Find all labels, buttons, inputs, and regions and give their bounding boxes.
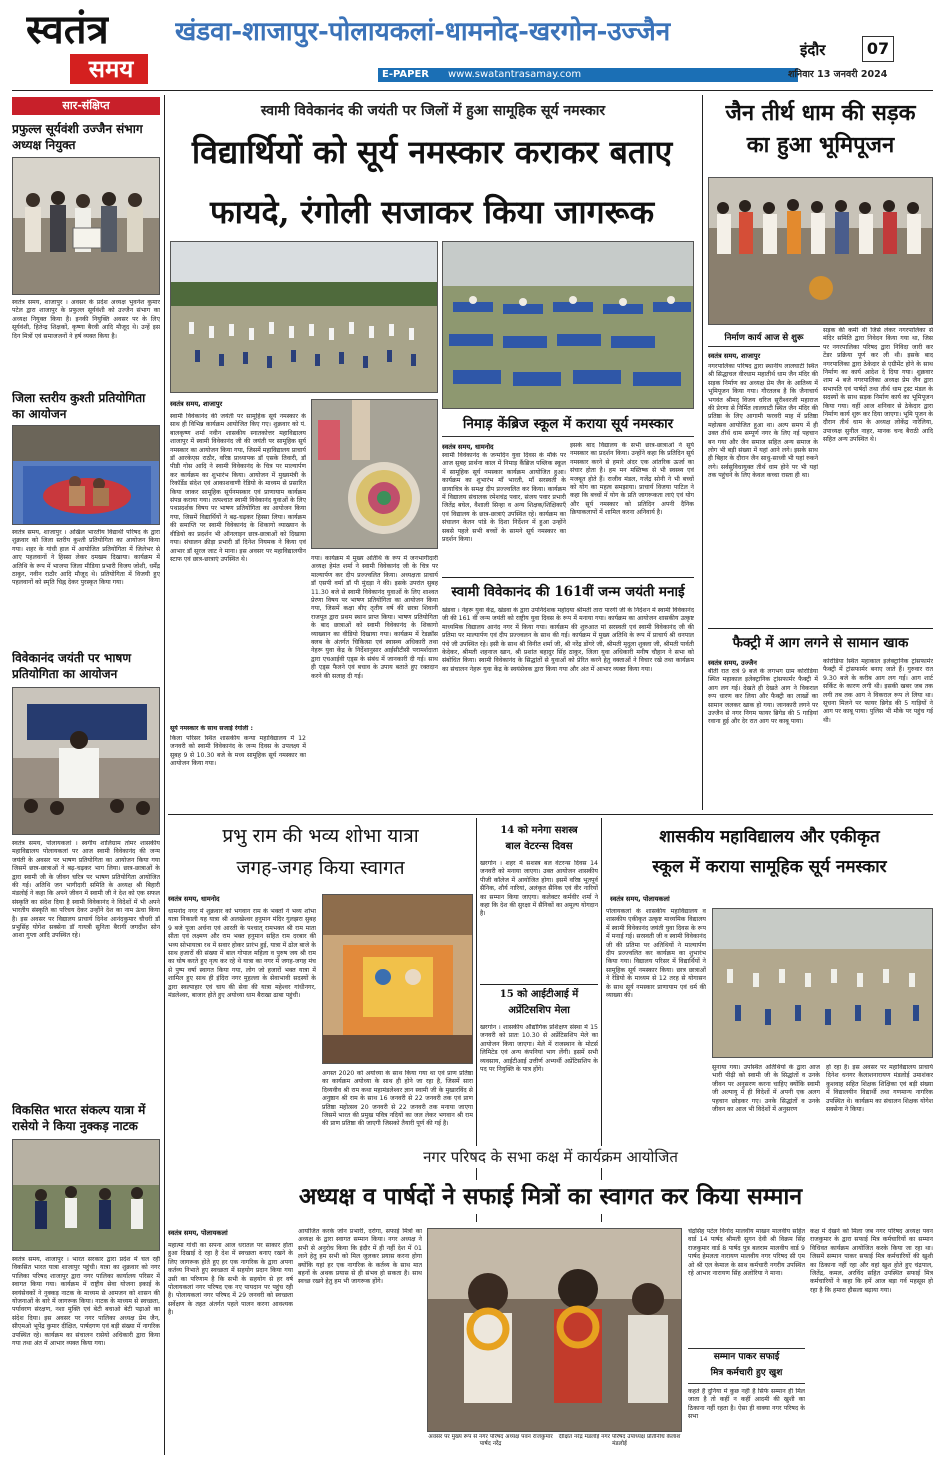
main-story xyxy=(168,95,696,810)
ram-col1: धामनोद नगर में शुक्रवार को भगवान राम के भक्तों ने भव्य शोभा यात्रा निकाली यह यात्रा श्री अलखेश्वर हनुमान मंदिर गुलझरा सुबह 9 बजे पूजा अर्चना एवं आरती के पश्चात् रामभक्त श्री राम माता सीता एवं लक्ष्मण और राम भक्त हनुमान सहित राम दरबार की भव्य सोभायात्रा रथ में सवार होकर प्रारंभ हुई, यात्रा में ढोल बाजे के साथ हजारों की संख्या में बाल गोपाल महिला व पुरुष जय श्री राम का घोष करते हुए नृत्य कर रहे थे यात्रा का नगर में जगह-जगह मंच से पुष्प वर्षा स्वागत किया गया, लोग जो हजारों भक्त यात्रा में शामिल हुए साथ ही इंदिरा नगर मुहल्ला के सेवाभावी सदस्यों के द्वारा स्वल्पाहार एवं चाय की सेवा की यात्रा महेश्वर गांधीनगर, मंडलेश्वर, बाजार होते हुए अयोध्या धाम बैराखा ढाबा पहुंची। xyxy=(168,908,316,1000)
main-story-col1b-title: सूर्य नमस्कार के साथ सजाई रंगोली : xyxy=(170,725,253,732)
sidebar-divider xyxy=(164,95,165,1455)
jain-headline-1: जैन तीर्थ धाम की सड़क xyxy=(725,100,916,126)
college-headline-1: शासकीय महाविद्यालय और एकीकृत xyxy=(659,827,880,847)
main-right-divider xyxy=(702,95,703,810)
logo-bottom: समय xyxy=(88,54,134,83)
bottom-col1: महात्मा गांधी का सपना आज धरातल पर साकार होता हुआ दिखाई दे रहा है देश में स्वच्छता बनाए रखने के लिए जागरूक होते हुए हर एक नागरिक के द्वारा अपना कर्तव्य निभाते हुए स्वच्छता में सहयोग प्रदान किया गया उसी का परिणाम है कि सभी के सहयोग से हर वर्ष पोलायकलां नगर परिषद एक नए पायदान पर पहुंच रही है। पोलायकलां नगर परिषद में 29 जनवरी को स्वच्छता सर्वेक्षण के तहत अंतर्गत पहले पालन करना आवश्यक है। xyxy=(168,1242,293,1317)
sidebar-story1-title: प्रफुल्ल सूर्यवंशी उज्जैन संभाग अध्यक्ष नियुक्त xyxy=(12,122,143,152)
sidebar-story4-body: स्वतंत्र समय, शाजापुर । भारत सरकार द्वारा प्रदेश में चल रही विकसित भारत यात्रा शाजापुर पहुंची। यात्रा का शुक्रवार को नगर पालिका परिषद शाजापुर द्वारा नगर पालिका कार्यालय परिसर में स्वागत किया गया। कार्यक्रम में राष्ट्रीय सेवा योजना इकाई के स्वयंसेवकों ने नुक्कड़ नाटक के माध्यम से आमजन को शासन की योजनाओं के बारे में जागरूक किया। नाटक के माध्यम से स्वच्छता, पर्यावरण संरक्षण, नशा मुक्ति एवं बेटी बचाओ बेटी पढ़ाओ का संदेश दिया। इस अवसर पर नगर पालिका अध्यक्ष प्रेम जैन, सीएमओ भूपेंद्र कुमार दीक्षित, पार्षदगण एवं बड़ी संख्या में नागरिक उपस्थित रहे। कार्यक्रम का संचालन रासेयो अधिकारी द्वारा किया गया तथा अंत में आभार व्यक्त किया गया। xyxy=(12,1256,160,1348)
logo xyxy=(12,6,162,88)
masthead xyxy=(0,0,945,95)
ram-byline: स्वतंत्र समय, धामनोद xyxy=(168,895,220,903)
mela-body: खरगोन । शासकीय औद्योगिक प्रशिक्षण संस्था में 15 जनवरी को प्रातः 10.30 से अप्रेंटिसशिप मेले का आयोजन किया जाएगा। मेले में राजस्थान के मोटर्स लिमिटेड एवं अन्य कंपनियां भाग लेंगी। इसमें सभी व्यवसाय, आईटीआई उत्तीर्ण अभ्यर्थी अप्रेंटिसशिप के पद पर नियुक्ति के पात्र होंगे। xyxy=(480,1024,598,1074)
main-story-col2: गया। कार्यक्रम में मुख्य अतिथि के रूप में जनभागीदारी अध्यक्ष हेमंत शर्मा ने स्वामी विवेकानंद जी के चित्र पर माल्यार्पण कर दीप प्रज्ज्वलित किया। अध्यक्षता प्राचार्य डॉ एसपी वर्मा डॉ पी मुंदड़ा ने की। इसके उपरांत सुबह 11.30 बजे से स्वामी विवेकानंद युवाओं के लिए शाश्वत प्रेरणा विषय पर भाषण प्रतियोगिता का आयोजन किया गया, जिसमें कक्षा बीए तृतीय वर्ष की छात्रा शिवानी राजपूत द्वारा प्रथम स्थान प्राप्त किया। भाषण प्रतियोगिता के बाद छात्राओं को स्वामी विवेकानंद के शिकागो व्याख्यान का वीडियो दिखाया गया। कार्यक्रम में रेडक्रॉस क्लब के अंतर्गत चिकित्सा एवं स्वास्थ्य अधिकारी तथा नेहरू युवा केंद्र के निर्देशानुसार आईसीटीसी परामर्शदाता द्वारा एचआईवी एड्स के संबंध में जानकारी दी गई। साथ ही एड्स फैलने एवं बचाव के उपाय बताते हुए रक्तदान करने की सलाह दी गई। xyxy=(311,555,438,680)
website-link[interactable]: www.swatantrasamay.com xyxy=(448,69,582,80)
yoga-field-photo xyxy=(170,241,438,393)
logo-top: स्वतंत्र xyxy=(26,6,109,53)
nimad-headline: निमाड़ केंब्रिज स्कूल में कराया सूर्य नमस्कार xyxy=(462,416,674,432)
sidebar-story4-photo xyxy=(12,1139,160,1251)
nimad-col1: स्वामी विवेकानंद के जन्मदिन युवा दिवस के मौके पर आज सुबह प्रार्थना काल में निमाड़ कैंब्रिज पब्लिक स्कूल में सामूहिक सूर्य नमस्कार कार्यक्रम आयोजित हुआ। कार्यक्रम का शुभारंभ माँ भारती, माँ सरस्वती के छायाचित्र के समक्ष दीप प्रज्ज्वलित कर किया। कार्यक्रम में विद्यालय संचालक रमेशचंद्र पवार, संजय पवार प्रभारी जितेंद्र बघेल, वैशाली सिन्हा व अन्य शिक्षक/शिक्षिकाएँ एवं विद्यालय के छात्र-छात्राएं उपस्थित रहे। कार्यक्रम का संचालन केतन पांडे के दिशा निर्देशन में हुआ उन्होंने सबसे पहले सभी बच्चों के सामने सूर्य नमस्कार का प्रदर्शन किया। xyxy=(442,452,566,544)
photo-caption-1: अवसर पर मुख्य रूप से नगर परिषद अध्यक्ष पवन राजकुमार पार्षद नरेंद्र xyxy=(428,1434,553,1448)
bottom-headline: अध्यक्ष व पार्षदों ने सफाई मित्रों का स्वागत कर किया सम्मान xyxy=(168,1180,933,1214)
fire-story xyxy=(708,630,933,810)
bottom-col3: चंद्रसिंह पटेल विनोद मालवीय माखन मालवीय सहित वार्ड 14 पार्षद श्रीमती सुगन देवी श्री विक्रम सिंह राजकुमार वार्ड 8 पार्षद पुत्र बलराम मालवीय वार्ड 9 पार्षद हेमलता नारायण मालवीय नगर परिषद सी एम ओ श्री एल केमाल के साथ कर्मचारी नगरीय उपस्थित रहे आभार नारायण सिंह अलोरिया ने माना। xyxy=(688,1228,805,1278)
ram-col2: अगस्त 2020 को अयोध्या के साथ किया गया था एवं प्राण प्रतिष्ठा का कार्यक्रम अयोध्या के साथ ही होने जा रहा है, जिसमें सारा दिव्यवीव श्री राम कथा महामंडलेश्वर ज्ञान स्वामी जी के मुखारविंद से अनुष्ठान श्री राम के साथ 16 जनवरी से 22 जनवरी तक एवं प्राण प्रतिष्ठा महोत्सव 20 जनवरी से 22 जनवरी तक मनाया जाएगा जिसमें भारत की प्रमुख पवित्र नदियों का जल लेकर भगवान श्री राम की प्राण प्रतिष्ठा की जाएगी जिसको तैयारी पूर्ण की गई है। xyxy=(322,1070,473,1128)
vivekananda-headline: स्वामी विवेकानंद की 161वीं जन्म जयंती मनाई xyxy=(451,584,685,600)
jain-story xyxy=(708,95,933,625)
page-date: शनिवार 13 जनवरी 2024 xyxy=(788,69,888,80)
sanitation-workers-photo xyxy=(427,1228,682,1432)
students-yoga-mat-photo xyxy=(442,241,694,409)
jain-col2: सड़क की कमी थी जिसे लेकर नगरपालिका से मंदिर समिति द्वारा निवेदन किया गया था, जिस पर नगरपालिका परिषद द्वारा निविदा जारी कर टेंडर प्रक्रिया पूर्ण कर ली थी। इसके बाद नगरपालिका द्वारा ठेकेदार से एग्रीमेंट होने के साथ निर्माण का कार्य आदेश दे दिया गया। शुक्रवार शाम 4 बजे नगरपालिका अध्यक्ष प्रेम जैन द्वारा सभापति एवं पार्षदों तथा तीर्थ धाम ट्रस्ट मंडल के सदस्यों के साथ सड़क निर्माण कार्य का भूमिपूजन किया गया। वहीं आज शनिवार से ठेकेदार द्वारा निर्माण कार्य शुरू कर दिया जाएगा। भूमि पूजन के दौरान तीर्थ धाम के अध्यक्ष लोकेंद्र नारेलिया, उपाध्यक्ष सुनील नाहर, मानक चन्द बैराठी आदि सहित अन्य उपस्थित थे। xyxy=(823,327,933,444)
sidebar-story3-photo xyxy=(12,687,160,835)
veterans-headline-2: बाल वेटरन्स दिवस xyxy=(505,841,573,852)
epaper-bar xyxy=(378,68,798,82)
jain-byline: स्वतंत्र समय, शाजापुर xyxy=(708,352,761,360)
sidebar-story2-photo xyxy=(12,425,160,525)
college-col3: हो रहा है। इस अवसर पर महाविद्यालय प्राचार्य दिनेश धनगर कैलाशनारायण मंडलोई उमाशंकर कुशवाह सहित शिक्षक शिक्षिका एवं बड़ी संख्या में विद्यालयीन विद्यार्थी तथा गणमान्य नागरिक उपस्थित थे। कार्यक्रम का संचालन शिक्षक योगेश सक्सेना ने किया। xyxy=(826,1064,933,1114)
vivekananda-divider xyxy=(442,577,694,578)
fire-byline: स्वतंत्र समय, उज्जैन xyxy=(708,659,757,667)
jain-subhead: निर्माण कार्य आज से शुरू xyxy=(724,333,804,343)
veterans-body: खरगोन । शहर में सशस्त्र बल वेटरन्स दिवस 14 जनवरी को मनाया जाएगा। उक्त आयोजन शासकीय पीजी कॉलेज में आयोजित होगा। इसमें वरिष्ठ भूतपूर्व सैनिक, शौर्य नारियां, अलंकृत सैनिक एवं वीर नारियों का सम्मान किया जाएगा। कलेक्टर कर्मवीर शर्मा ने कहा कि देश की सुरक्षा में सैनिकों का अमूल्य योगदान है। xyxy=(480,860,598,918)
sidebar-story1-body: स्वतंत्र समय, शाजापुर । अवसर के प्रदेश अध्यक्ष भुवनेश कुमार पटेल द्वारा शाजापुर के प्रफुल्ल सूर्यवंशी को उज्जैन संभाग का अध्यक्ष नियुक्त किया है। इनकी नियुक्ति अवसर पर के लिए सूर्यवंशी, हितेन्द्र शिक्षकों, कृष्णा बैरवी आदि मौजूद थे। उन्हें इस दिन मित्रों एवं समाजजनों ने हर्ष व्यक्त किया है। xyxy=(12,299,160,340)
ram-headline-1: प्रभु राम की भव्य शोभा यात्रा xyxy=(222,825,419,847)
mela-divider xyxy=(480,984,598,985)
epaper-label: E-PAPER xyxy=(382,69,429,80)
main-story-col1: स्वामी विवेकानंद की जयंती पर सामूहिक सूर्य नमस्कार के साथ ही विभिन्न कार्यक्रम आयोजित किए गए। शुक्रवार को पं. बालकृष्ण शर्मा नवीन शासकीय स्नातकोत्तर महाविद्यालय शाजापुर में स्वामी विवेकानंद जी की जयंती पर सामूहिक सूर्य नमस्कार का आयोजन किया गया, जिसमें महाविद्यालय प्राचार्य डॉ आरकेएस राठौर, वरिष्ठ प्राध्यापक डॉ एसके तिवारी, डॉ पीडी गोस आदि ने स्वामी विवेकानंद के चित्र पर माल्यार्पण कर कार्यक्रम का शुभारंभ किया। आयोजन में मुख्यमंत्री के रिकॉर्डेड संदेश एवं आकाशवाणी रेडियो के माध्यम से प्रसारित किया जाकर सामूहिक सूर्यनमस्कार एवं प्राणायाम कार्यक्रम संपन्न कराया गया। तत्पश्चात स्वामी विवेकानंद युवाओं के लिए पथप्रदर्शक विषय पर भाषण प्रतियोगिता का आयोजन किया गया, जिसमें विद्यार्थियों ने बढ़-चढ़कर हिस्सा लिया। कार्यक्रम की समाप्ति पर स्वामी विवेकानंद के शिकागो व्याख्यान के वीडियो का प्रदर्शन भी ऑनलाइन छात्र-छात्राओं को दिखाया गया। संचालन क्रीड़ा प्रभारी डॉ दिनेश नियमक ने किया एवं आभार डॉ सूरज जाट ने माना। इस अवसर पर महाविद्यालयीन स्टाफ एवं छात्र-छात्राएं उपस्थित थे। xyxy=(170,413,306,563)
bottom-col4: कक्ष में देखने को मिला जब नगर परिषद अध्यक्ष पवन राजकुमार के द्वारा सफाई मित्र कर्मचारियों का सम्मान विधिवत कार्यक्रम आयोजित करके किया जा रहा था। जिसमें सम्मान पाकर सफाई मित्र कर्मचारियों की खुशी का ठिकाना नहीं रहा और वहां खुश होते हुए चंद्रपाल, जितेंद्र, कमल, अरविंद सहित उपस्थित सफाई मित्र कर्मचारियों ने कहा कि हमें आज बड़ा गर्व महसूस हो रहा है कि हमारा हौसला बढ़ाया गया। xyxy=(810,1228,933,1294)
college-headline-2: स्कूल में कराया सामूहिक सूर्य नमस्कार xyxy=(652,857,887,877)
bottom-kicker: नगर परिषद के सभा कक्ष में कार्यक्रम आयोजित xyxy=(168,1146,933,1168)
fire-col1: बीती रात रात्रे 9 बजे के लगभग ग्राम कोरोडिया स्थित महाकाल इलेक्ट्रानिक ट्रांसफार्मर फैक्ट्री में आग लग गई। देखते ही देखते आग ने विकराल रूप धारण कर लिया और फैक्ट्री का लाखों का सामान जलकर खाक हो गया। जानकारी लगने पर उज्जैन से नगर निगम फायर ब्रिगेड की 5 गाड़ियां रवाना हुई और देर रात आग पर काबू पाया। xyxy=(708,668,818,726)
main-story-headline-1: विद्यार्थियों को सूर्य नमस्कार कराकर बताए xyxy=(191,133,673,171)
bottom-subhead-2: मित्र कर्मचारी हुए खुश xyxy=(710,1368,783,1378)
photo-caption-2: दीक्षित नरेंद्र मंडलोई नगर परिषद उपाध्यक्ष प्रतिनिधि कैलाश मंडलोई xyxy=(558,1434,681,1448)
masthead-divider xyxy=(12,90,933,91)
page-number: 07 xyxy=(862,36,894,62)
jain-bhoomipujan-photo xyxy=(708,177,933,325)
sidebar-story3-title: विवेकानंद जयंती पर भाषण प्रतियोगिता का आयोजन xyxy=(12,651,132,681)
jain-headline-2: का हुआ भूमिपूजन xyxy=(746,132,895,158)
bottom-col3b: कहते हैं दुनिया में कुछ नहीं है सिर्फ सम्मान ही मिल जाता है तो कहीं न कहीं आदमी की खुशी का ठिकाना नहीं रहता है। ऐसा ही वाक्या नगर परिषद के सभा xyxy=(688,1388,805,1421)
veterans-headline-1: 14 को मनेगा सशस्त्र xyxy=(500,825,578,836)
fire-divider xyxy=(708,628,933,629)
sidebar-story3-body: स्वतंत्र समय, पोलायकलां । स्वर्गीय शालिग्राम तोमर शासकीय महाविद्यालय पोलायकलां पर आज स्वामी विवेकानंद की जन्म जयंती के अवसर पर भाषण प्रतियोगिता का आयोजन किया गया जिसमें छात्र-छात्राओं ने बढ़-चढ़कर भाग लिया। छात्र-छात्राओं के द्वारा स्वामी जी के जीवन चरित्र पर भाषण प्रतियोगिता आयोजित की गई। अतिथि जन भागीदारी समिति के अध्यक्ष श्री बिहारी मंडलोई ने कहा कि अपने जीवन में स्वामी जी ने देश को एक सफल संस्कृति का संदेश दिया है स्वामी विवेकानंद ने विदेशों में भी अपने भारतीय संस्कृति का परिचय देकर उन्होंने देश का नाम ऊंचा किया है। इस अवसर पर विद्यालय प्राचार्य दिनेश आनंदकुमार चौधरी डॉ प्रभुसिंह योगेश सक्सेना डॉ गायत्री सुनिता बैरागी जगदीश सोन आशा गुप्ता आदि उपस्थित रहे। xyxy=(12,840,160,940)
sidebar-header-text: सार-संक्षिप्त xyxy=(62,99,110,112)
sidebar-story2-title: जिला स्तरीय कुश्ती प्रतियोगिता का आयोजन xyxy=(12,391,146,421)
fire-headline: फैक्ट्री में आग लगने से सामान खाक xyxy=(732,635,909,651)
sidebar-story1-photo xyxy=(12,157,160,295)
college-yoga-photo xyxy=(712,908,933,1058)
bottom-subhead-1: सम्मान पाकर सफाई xyxy=(713,1352,780,1362)
mela-headline-1: 15 को आईटीआई में xyxy=(499,989,579,1000)
edition-city: इंदौर xyxy=(800,41,826,59)
sidebar-story4-title: विकसित भारत संकल्प यात्रा में रासेयो ने किया नुक्कड़ नाटक xyxy=(12,1103,146,1133)
nimad-byline: स्वतंत्र समय, धामनोद xyxy=(442,443,494,451)
jain-col1: नगरपालिका परिषद द्वारा स्थानीय लालघाटी स्थित श्री सिद्धाचल वीरधाम महातीर्थ धाम जैन मंदिर की सड़क निर्माण का अध्यक्ष प्रेम जैन के आतिथ्य में भूमिपूजन किया गया। गौरतलब है कि जैनाचार्य भगवंत श्रीमद् विजय धरिज सूरीश्वरजी महाराज की प्रेरणा से निर्मित लालघाटी स्थित जैन मंदिर की प्रतिष्ठा के लिए आगामी फरवरी माह में प्रतिष्ठा महोत्सव आयोजित हुआ था। अल्प समय में ही उक्त तीर्थ धाम सम्पूर्ण नगर के लिए नई पहचान बन गया और जैन समाज सहित अन्य समाज के लोग भी बड़ी संख्या में यहां आने लगे। इसके साथ ही बिहार के दौरान जैन साधु-साध्वी भी यहां रुकने लगे। सर्वसुविधायुक्त तीर्थ धाम होने पर भी यहां तक पहुंचने के लिए केवल कच्चा रास्ता ही था। xyxy=(708,363,818,480)
middle-horizontal-divider xyxy=(168,814,933,815)
bottom-body xyxy=(168,1222,933,1460)
main-story-headline-2: फायदे, रंगोली सजाकर किया जागरूक xyxy=(209,193,655,231)
ram-procession-photo xyxy=(322,894,473,1064)
sidebar xyxy=(12,95,160,1460)
rangoli-photo xyxy=(311,399,438,549)
college-byline: स्वतंत्र समय, पोलायकलां xyxy=(610,895,670,903)
ram-headline-2: जगह-जगह किया स्वागत xyxy=(236,857,405,879)
mela-headline-2: अप्रेंटिसशिप मेला xyxy=(508,1005,570,1016)
fire-col2: कोरोडिया स्थित महाकाल इलेक्ट्रानिक ट्रांसफार्मर फैक्ट्री में ट्रांसफार्मर बनाए जाते हैं। गुरुवार रात 9.30 बजे के करीब आग लग गई। आग शार्ट सर्किट के कारण लगी थी। इसकी खबर जब तक लगी तब तक आग ने विकराल रूप ले लिया था। सूचना मिलने पर फायर ब्रिगेड की 5 गाड़ियों ने आग पर काबू पाया। पुलिस भी मौके पर पहुंच गई थी। xyxy=(823,658,933,724)
bottom-col2: आयोजित करके जोन प्रभारी, दरोगा, सफाई मित्रों का अध्यक्ष के द्वारा स्वागत सम्मान किया। नगर अध्यक्ष ने सभी से अनुरोध किया कि इंदौर में ही नहीं देश में 01 लाने हेतु हम सभी को मिल जुलकर प्रयास करना होगा क्योंकि यहां हर एक नागरिक के कर्तव्य के साथ मात बहनों के अथक प्रयास से ही संभव हो सकता है। साथ स्वच्छ रखने हेतु हम भी जागरूक होंगे। xyxy=(298,1228,422,1286)
college-col2: सुनाया गया। उपस्थित अतिथियों के द्वारा आज भारी पीढ़ी को स्वामी जी के सिद्धांतों व उनके जीवन पर अनुसरण करना चाहिए क्योंकि स्वामी जी अल्पायु में ही विदेशों में अपनी एक अलग पहचान छोड़कर गए। उनके सिद्धांतों व उनके जीवन का आज भी विदेशों में अनुसरण xyxy=(712,1064,820,1114)
masthead-cities: खंडवा-शाजापुर-पोलायकलां-धामनोद-खरगोन-उज्जैन xyxy=(175,17,671,47)
college-col1: पोलायकलां के शासकीय महाविद्यालय व शासकीय एकीकृत उत्कृष्ट माध्यमिक विद्यालय में स्वामी विवेकानंद जयंती युवा दिवस के रूप में मनाई गई। सरस्वती जी व स्वामी विवेकानंद जी की प्रतिमा पर अतिथियों ने माल्यार्पण दीप प्रज्ज्वलित कर कार्यक्रम का शुभारंभ किया गया। विद्यालय परिसर में विद्यार्थियों ने सामूहिक सूर्य नमस्कार किया। छात्र छात्राओं ने रेडियो के माध्यम से 12 तरह से योगासन के साथ सूर्य नमस्कार प्राणायाम एवं धर्म की व्याख्या की। xyxy=(606,908,706,1000)
main-story-col1b: किला परिसर स्थित शासकीय कन्या महाविद्यालय में 12 जनवरी को स्वामी विवेकानंद के जन्म दिवस के उपलक्ष्य में सुबह 9 से 10.30 बजे के मध्य सामूहिक सूर्य नमस्कार का आयोजन किया गया। xyxy=(170,735,306,768)
sidebar-story2-body: स्वतंत्र समय, शाजापुर । अखिल भारतीय विद्यार्थी परिषद के द्वारा शुक्रवार को जिला स्तरीय कुश्ती प्रतियोगिता का आयोजन किया गया। शहर के गांधी हाल में आयोजित प्रतियोगिता में जिलेभर से आए पहलवानों ने हिस्सा लेकर दमखम दिखाया। कार्यक्रम में अतिथि के रूप में भाजपा जिला मीडिया प्रभारी विजय जोशी, धर्मेंद्र ठाकुर, नवीन राठौर आदि मौजूद थे। प्रतियोगिता में विजयी हुए पहलवानों को स्मृति चिह्न देकर पुरस्कृत किया गया। xyxy=(12,529,160,587)
vivekananda-body: खंडवा । नेहरू युवा केंद्र, खंडवा के द्वारा उपनिदेशक महोदया श्रीमती तारा पारगी जी के निर्देशन में स्वामी विवेकानंद जी की 161 वीं जन्म जयंती को राष्ट्रीय युवा दिवस के रूप में मनाया गया। कार्यक्रम का आयोजन शासकीय उत्कृष्ट माध्यमिक विद्यालय आनंद नगर में किया गया। कार्यक्रम की शुरुआत मां सरस्वती एवं स्वामी विवेकानंद जी की प्रतिमा पर माल्यार्पण एवं दीप प्रज्ज्वलन के साथ की गई। कार्यक्रम में मुख्य अतिथि के रूप में प्राचार्य श्री धनपाल पंचे जी उपस्थित रहे। इसी के साथ श्री विनीत शर्मा जी, श्री नरेंद्र डोंगरे जी, श्रीमती मृदुला शुक्ला जी, श्रीमती पार्वती केदेकर, श्रीमती शहनाज खान, श्री प्रशांत बहादुर सिंह ठाकुर, जिला युवा अधिकारी मनीष चौहान ने सभा को संबोधित किया। स्वामी विवेकानंद के सिद्धांतों से युवाओं को प्रेरित करने हेतु वक्ताओं ने विचार रखे तथा कार्यक्रम का संचालन नेहरू युवा केंद्र के स्वयंसेवक द्वारा किया गया और अंत में आभार व्यक्त किया गया। xyxy=(442,607,694,673)
bottom-byline: स्वतंत्र समय, पोलायकलां xyxy=(168,1229,228,1237)
main-story-kicker: स्वामी विवेकानंद की जयंती पर जिलों में हुआ सामूहिक सूर्य नमस्कार xyxy=(260,103,606,119)
main-story-byline: स्वतंत्र समय, शाजापुर xyxy=(170,400,223,408)
nimad-col2: इसके बाद विद्यालय के सभी छात्र-छात्राओं ने सूर्य नमस्कार का प्रदर्शन किया। उन्होंने कहा कि प्रतिदिन सूर्य नमस्कार करने से हमारे अंदर एक आंतरिक ऊर्जा का संचार होता है। हम मन मस्तिष्क से भी स्वस्थ्य एवं मजबूत होते हैं। राजीव मंडल, गजेंद्र सोनी ने भी बच्चों को योग का महत्व समझाया। प्राचार्य विजया पाटिल ने कहा कि बच्चों में योग के प्रति जागरूकता लाएं एवं योग और सूर्य नमस्कार को प्रतिदिन अपनी दैनिक क्रियाकलापों में शामिल करना अनिवार्य है। xyxy=(570,442,694,517)
